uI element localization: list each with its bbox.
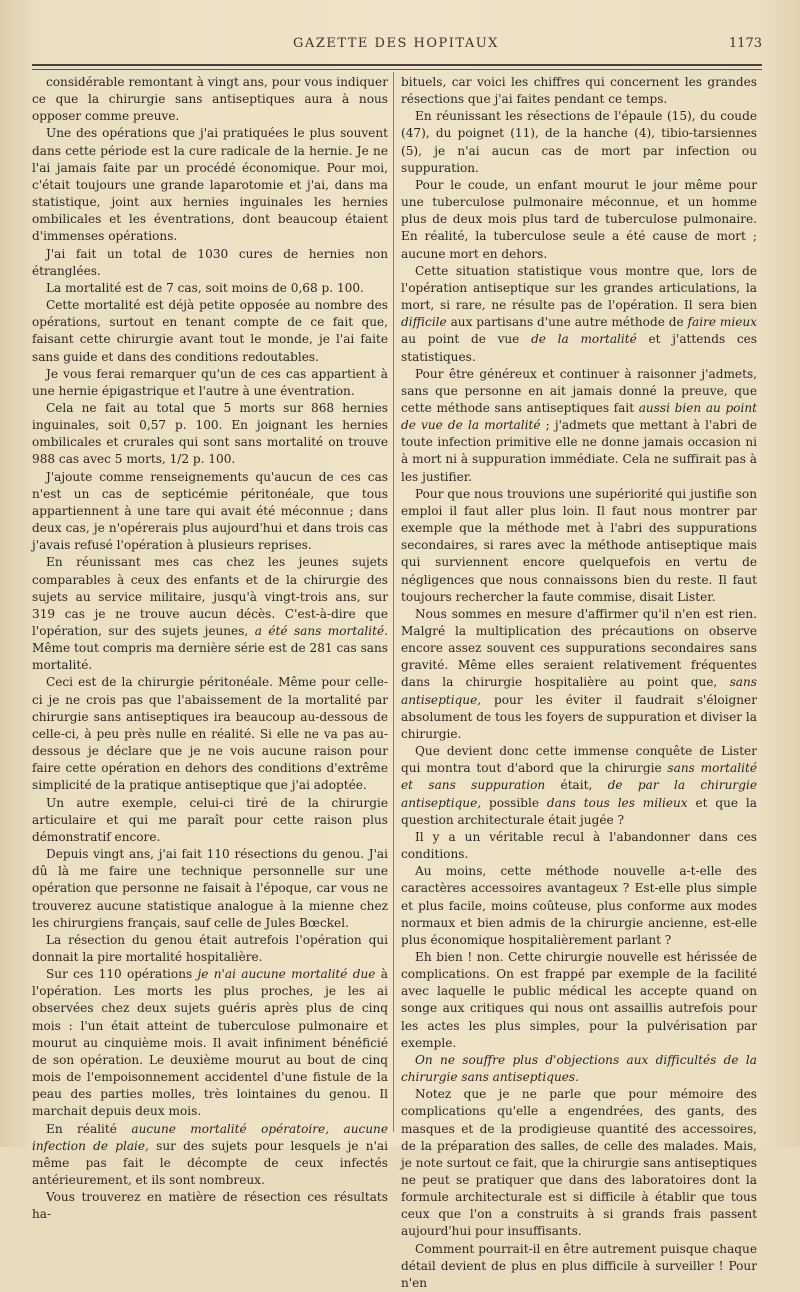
paragraph-text: Une des opérations que j'ai pratiquées le plus souvent dans cette période est la cure radicale de la hernie. Je ne l'ai jamais faite par un procédé économique. Pour moi, c'était toujours une grande laparotomie et j'ai, dans ma statistique, joint aux hernies inguinales les hernies ombilicales et les éventrations, dont beaucoup étaient d'immenses opérations. bbox=[32, 126, 388, 244]
paragraph-text: Nous sommes en mesure d'affirmer qu'il n'en est rien. Malgré la multiplication des précautions on observe encore assez souvent ces suppurations secondaires sans gravité. Même elles seraient relativement fréquentes dans la chirurgie hospitalière au point que, bbox=[401, 606, 757, 690]
right-column bbox=[401, 74, 757, 1292]
header-rule-thick bbox=[32, 64, 762, 66]
italic-text: de par la chirurgie antiseptique, bbox=[401, 778, 757, 810]
paragraph bbox=[401, 1241, 757, 1292]
paragraph-text: à l'opération. Les morts les plus proches, je les ai observées chez deux sujets guéris après plus de cinq mois : l'un était atteint de tuberculose pulmonaire et mourut au cinquième mois. Il avait infiniment bénéficié de son opération. Le deuxième mourut au bout de cinq mois de l'empoisonnement accidentel d'une fistule de la peau des parties molles, très lointaines du genou. Il marchait depuis deux mois. bbox=[32, 967, 388, 1119]
paragraph-text: Comment pourrait-il en être autrement puisque chaque détail devient de plus en plus difficile à surveiller ! Pour n'en bbox=[401, 1241, 757, 1290]
publication-title: GAZETTE DES HOPITAUX bbox=[293, 36, 499, 51]
paragraph-text: bituels, car voici les chiffres qui concernent les grandes résections que j'ai faites pendant ce temps. bbox=[401, 75, 757, 107]
paragraph-text: Depuis vingt ans, j'ai fait 110 résections du genou. J'ai dû là me faire une technique personnelle sur une opération que personne ne faisait à l'époque, car vous ne trouverez aucune statistique analogue à la mienne chez les chirurgiens français, sauf celle de Jules Bœckel. bbox=[32, 847, 388, 930]
italic-text: je n'ai aucune mortalité due bbox=[192, 967, 376, 982]
paragraph bbox=[32, 846, 388, 932]
paragraph-text: était, bbox=[545, 778, 608, 793]
paragraph bbox=[32, 554, 388, 674]
paragraph-text: J'ajoute comme renseignements qu'aucun de ces cas n'est un cas de septicémie péritonéale, que tous appartiennent à une tare qui avait été méconnue ; dans deux cas, je n'opérerais plus aujourd'hui et dans trois cas j'avais refusé l'opération à plusieurs reprises. bbox=[32, 469, 388, 553]
paragraph-text: Que devient donc cette immense conquête de Lister qui montra tout d'abord que la chirurgie bbox=[401, 744, 757, 776]
left-column bbox=[32, 74, 388, 1223]
column-divider bbox=[393, 72, 394, 1132]
paragraph-text: Sur ces 110 opérations bbox=[46, 967, 193, 982]
italic-text: sans antiseptique, bbox=[401, 675, 757, 707]
paragraph bbox=[32, 932, 388, 966]
paragraph bbox=[401, 366, 757, 486]
paragraph-text: La mortalité est de 7 cas, soit moins de 0,68 p. 100. bbox=[46, 280, 364, 295]
paragraph bbox=[32, 966, 388, 1120]
paragraph-text: Notez que je ne parle que pour mémoire des complications qu'elle a engendrées, des gants, des masques et de la prodigieuse quantité des accessoires, de la préparation des salles, de celle des malades. Mais, je note surtout ce fait, que la chirurgie sans antiseptiques ne peut se pratiquer que dans des laboratoires dont la formule architecturale est si difficile à établir que tous ceux que l'on a construits à si grands frais passent aujourd'hui pour insuffisants. bbox=[401, 1087, 757, 1239]
paragraph bbox=[32, 246, 388, 280]
paragraph bbox=[401, 1086, 757, 1240]
italic-text: aucune mortalité opératoire, aucune infection de plaie, bbox=[32, 1121, 388, 1153]
paragraph-text: ; j'admets que mettant à l'abri de toute infection primitive elle ne donne jamais occasion ni à mort ni à suppuration immédiate. Cela ne suffirait pas à les justifier. bbox=[401, 418, 757, 484]
paragraph bbox=[32, 280, 388, 297]
paragraph-text: et j'attends ces statistiques. bbox=[401, 332, 757, 364]
italic-text: dans tous les milieux bbox=[546, 795, 688, 810]
paragraph-text: Pour le coude, un enfant mourut le jour même pour une tuberculose pulmonaire méconnue, et un homme plus de deux mois plus tard de tuberculose pulmonaire. En réalité, la tuberculose seule a été cause de mort ; aucune mort en dehors. bbox=[401, 177, 757, 261]
paragraph bbox=[401, 263, 757, 366]
paragraph bbox=[32, 366, 388, 400]
paragraph bbox=[32, 400, 388, 469]
paragraph-text: En réunissant mes cas chez les jeunes sujets comparables à ceux des enfants et de la chirurgie des sujets au service militaire, jusqu'à vingt-trois ans, sur 319 cas je ne trouve aucun décès. C'est-à-dire que l'opération, sur des sujets jeunes, bbox=[32, 555, 388, 638]
paragraph-text: Vous trouverez en matière de résection ces résultats ha- bbox=[32, 1190, 388, 1222]
paragraph-text: Eh bien ! non. Cette chirurgie nouvelle est hérissée de complications. On est frappé par exemple de la facilité avec laquelle le public médical les accepte quand on songe aux critiques qui nous ont assaillis autrefois pour les actes les plus simples, pour la pulvérisation par exemple. bbox=[401, 949, 757, 1050]
paragraph-text: Je vous ferai remarquer qu'un de ces cas appartient à une hernie épigastrique et l'autre à une éventration. bbox=[32, 366, 388, 398]
paragraph-text: et que la question architecturale était jugée ? bbox=[401, 795, 757, 827]
paragraph-text: considérable remontant à vingt ans, pour vous indiquer ce que la chirurgie sans antiseptiques aura à nous opposer comme preuve. bbox=[32, 75, 388, 124]
paragraph bbox=[32, 125, 388, 245]
paragraph-text: pour les éviter il faudrait s'éloigner absolument de tous les foyers de suppuration et diviser la chirurgie. bbox=[401, 692, 757, 741]
paragraph-text: aux partisans d'une autre méthode de bbox=[446, 315, 688, 330]
paragraph bbox=[401, 74, 757, 108]
paragraph-text: Même tout compris ma dernière série est de 281 cas sans mortalité. bbox=[32, 641, 388, 673]
paragraph bbox=[401, 863, 757, 949]
paragraph bbox=[401, 177, 757, 263]
paragraph-text: En réalité bbox=[46, 1121, 117, 1136]
paragraph bbox=[32, 297, 388, 366]
italic-text: aussi bien au point de vue de la mortalité bbox=[401, 400, 757, 433]
paragraph bbox=[32, 1189, 388, 1223]
paragraph-text: Pour être généreux et continuer à raisonner j'admets, sans que personne en ait jamais donné la preuve, que cette méthode sans antiseptiques fait bbox=[401, 366, 757, 415]
paragraph-text: La résection du genou était autrefois l'opération qui donnait la pire mortalité hospitalière. bbox=[32, 932, 388, 964]
page-number: 1173 bbox=[728, 36, 762, 51]
paragraph-text: Ceci est de la chirurgie péritonéale. Même pour celle-ci je ne crois pas que l'abaissement de la mortalité par chirurgie sans antiseptiques ira beaucoup au-dessous de celle-ci, à peu près nulle en réalité. Si elle ne va pas au-dessous je déclare que je ne vois aucune raison pour faire cette opération en dehors des conditions d'extrême simplicité de la pratique antiseptique que j'ai adoptée. bbox=[32, 675, 388, 793]
paragraph-text: Pour que nous trouvions une supériorité qui justifie son emploi il faut aller plus loin. Il faut nous montrer par exemple que la méthode met à l'abri des suppurations secondaires, si rares avec la méthode antiseptique mais qui surviennent encore quelquefois en vertu de négligences que nous connaissons bien du reste. Il faut toujours rechercher la faute commise, disait Lister. bbox=[401, 486, 757, 604]
paragraph bbox=[32, 469, 388, 555]
paragraph bbox=[32, 795, 388, 846]
italic-text: a été sans mortalité. bbox=[248, 624, 388, 638]
paragraph bbox=[401, 108, 757, 177]
paragraph bbox=[401, 829, 757, 863]
paragraph-text: possible bbox=[481, 795, 547, 810]
paragraph bbox=[32, 1121, 388, 1190]
paragraph-text: au point de vue bbox=[401, 332, 532, 347]
paragraph bbox=[401, 606, 757, 743]
paragraph-text: Cette mortalité est déjà petite opposée au nombre des opérations, surtout en tenant compte de ce fait que, faisant cette chirurgie avant tout le monde, je l'ai faite sans guide et dans des conditions redoutables. bbox=[32, 298, 388, 364]
paragraph bbox=[401, 486, 757, 606]
paragraph-text: Un autre exemple, celui-ci tiré de la chirurgie articulaire et qui me paraît pour cette raison plus démonstratif encore. bbox=[32, 795, 388, 844]
paragraph-text: Cette situation statistique vous montre que, lors de l'opération antiseptique sur les grandes articulations, la mort, si rare, ne résulte pas de l'opération. Il sera bien bbox=[401, 263, 757, 313]
header-rule-thin bbox=[32, 69, 762, 70]
paragraph bbox=[401, 1052, 757, 1086]
paragraph-text: Cela ne fait au total que 5 morts sur 868 hernies inguinales, soit 0,57 p. 100. En joignant les hernies ombilicales et crurales qui sont sans mortalité on trouve 988 cas avec 5 morts, 1/2 p. 100. bbox=[32, 400, 388, 467]
italic-text: sans mortalité et sans suppuration bbox=[401, 761, 758, 793]
italic-text: de la mortalité bbox=[531, 332, 637, 347]
italic-text: On ne souffre plus d'objections aux difficultés de la chirurgie sans antiseptiques. bbox=[401, 1052, 757, 1085]
paragraph-text: Il y a un véritable recul à l'abandonner dans ces conditions. bbox=[401, 829, 757, 862]
paragraph bbox=[401, 743, 757, 829]
italic-text: faire mieux bbox=[687, 315, 757, 330]
paragraph bbox=[32, 674, 388, 794]
paragraph-text: Au moins, cette méthode nouvelle a-t-elle des caractères accessoires avantageux ? Est-elle plus simple et plus facile, moins coûteuse, plus conforme aux modes normaux et bien admis de la chirurgie ancienne, est-elle plus économique hospitalièrement parlant ? bbox=[401, 864, 757, 947]
italic-text: difficile bbox=[401, 315, 447, 330]
paragraph-text: sur des sujets pour lesquels je n'ai même pas fait le décompte de ceux infectés antérieurement, et ils sont nombreux. bbox=[32, 1138, 388, 1187]
paragraph-text: J'ai fait un total de 1030 cures de hernies non étranglées. bbox=[32, 246, 388, 278]
page-header bbox=[30, 36, 762, 58]
paragraph bbox=[32, 74, 388, 125]
paragraph bbox=[401, 949, 757, 1052]
paragraph-text: En réunissant les résections de l'épaule (15), du coude (47), du poignet (11), de la hanche (4), tibio-tarsiennes (5), je n'ai aucun cas de mort par infection ou suppuration. bbox=[401, 109, 757, 175]
